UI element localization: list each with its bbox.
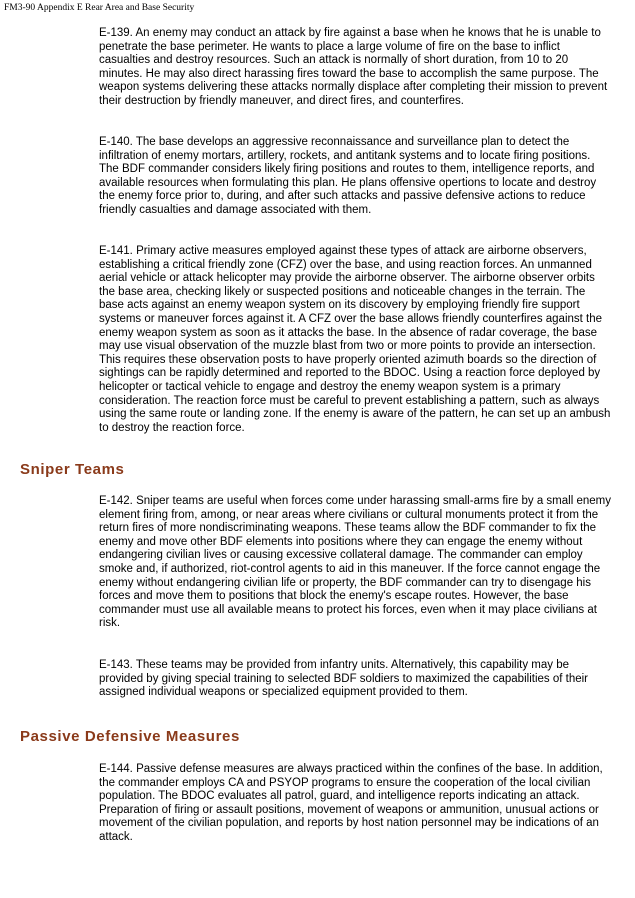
paragraph-e139: E-139. An enemy may conduct an attack by fire against a base when he knows that he is unable to penetrate the base perimeter. He wants to place a large volume of fire on the base to inflict casualties and destroy resources. Such an attack is normally of short duration, from 10 to 20 minutes. He may also direct harassing fires toward the base to accomplish the same purpose. The weapon systems delivering these attacks normally displace after completing their mission to prevent their destruction by friendly maneuver, and direct fires, and counterfires. (99, 27, 608, 107)
paragraph-e141: E-141. Primary active measures employed against these types of attack are airborne observers, establishing a critical friendly zone (CFZ) over the base, and using reaction forces. An unmanned aerial vehicle or attack helicopter may provide the airborne observer. The airborne observer orbits the base area, checking likely or suspected positions and noticeable changes in the terrain. The base acts against an enemy weapon system on its discovery by employing friendly fire support systems or maneuver forces against it. A CFZ over the base allows friendly counterfires against the enemy weapon system as soon as it attacks the base. In the absence of radar coverage, the base may use visual observation of the muzzle blast from two or more points to provide an intersection. This requires these observation posts to have properly oriented azimuth boards so the direction of sightings can be rapidly determined and reported to the BDOC. Using a reaction force deployed by helicopter or tactical vehicle to engage and destroy the enemy weapon system is a primary consideration. The reaction force must be careful to prevent establishing a pattern, such as always using the same route or landing zone. If the enemy is aware of the pattern, he can set up an ambush to destroy the reaction force. (99, 245, 611, 434)
section-heading-sniper-teams: Sniper Teams (20, 461, 125, 478)
section-heading-passive-defensive-measures: Passive Defensive Measures (20, 728, 240, 745)
paragraph-e144: E-144. Passive defense measures are always practiced within the confines of the base. In addition, the commander employs CA and PSYOP programs to ensure the cooperation of the local civilian population. The BDOC evaluates all patrol, guard, and intelligence reports indicating an attack. Preparation of firing or assault positions, movement of weapons or ammunition, unusual actions or movement of the civilian population, and reports by host nation personnel may be indications of an attack. (99, 763, 603, 843)
running-header: FM3-90 Appendix E Rear Area and Base Security (4, 3, 195, 13)
paragraph-e140: E-140. The base develops an aggressive reconnaissance and surveillance plan to detect the infiltration of enemy mortars, artillery, rockets, and antitank systems and to locate firing positions. The BDF commander considers likely firing positions and routes to them, intelligence reports, and available resources when formulating this plan. He plans offensive opertions to locate and destroy the enemy force prior to, during, and after such attacks and passive defensive actions to reduce friendly casualties and damage associated with them. (99, 136, 597, 216)
paragraph-e143: E-143. These teams may be provided from infantry units. Alternatively, this capability may be provided by giving special training to selected BDF soldiers to maximized the capabilities of their assigned individual weapons or specialized equipment provided to them. (99, 659, 588, 699)
paragraph-e142: E-142. Sniper teams are useful when forces come under harassing small-arms fire by a small enemy element firing from, among, or near areas where civilians or cultural monuments protect it from the return fires of more nondiscriminating weapons. These teams allow the BDF commander to fix the enemy and move other BDF elements into positions where they can engage the enemy without endangering civilian lives or causing excessive collateral damage. The commander can employ smoke and, if authorized, riot-control agents to aid in this maneuver. If the force cannot engage the enemy without endangering civilian life or property, the BDF commander can try to disengage his forces and move them to positions that block the enemy's escape routes. However, the base commander must use all available means to protect his forces, even when it may place civilians at risk. (99, 495, 611, 630)
